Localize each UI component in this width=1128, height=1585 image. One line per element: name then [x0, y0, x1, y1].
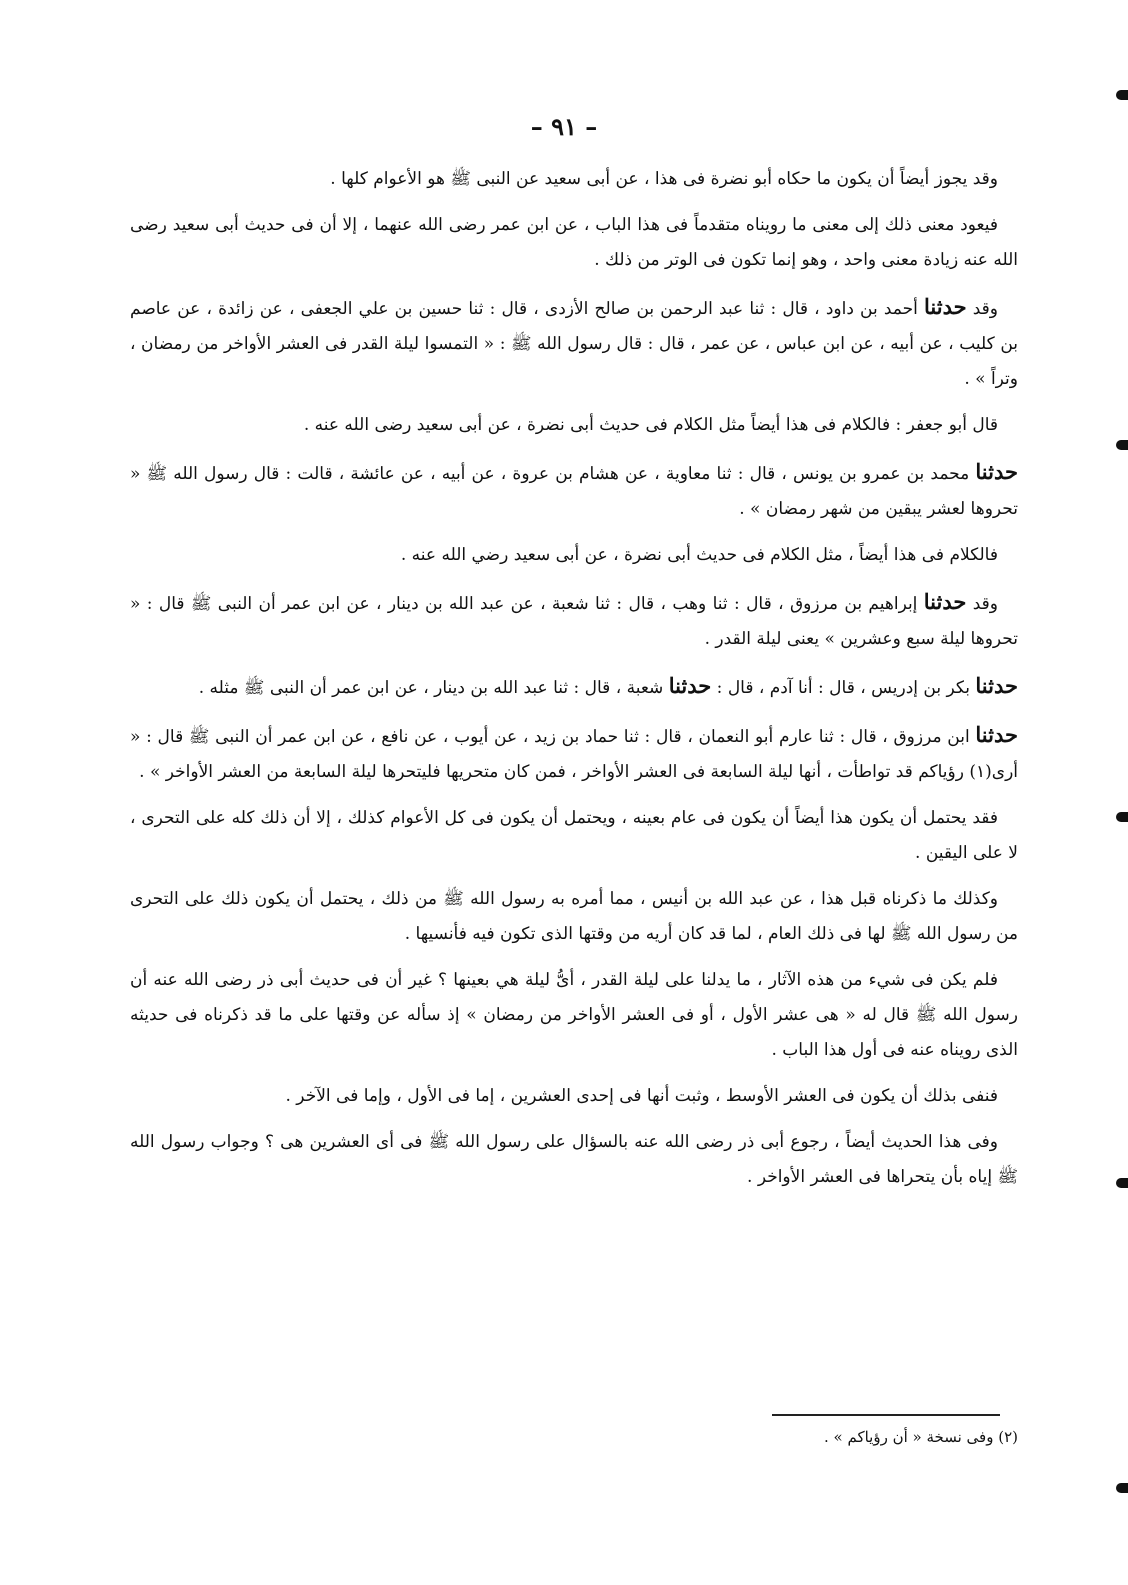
paragraph-text: وقد: [966, 299, 998, 319]
paragraph-text: فالكلام فى هذا أيضاً ، مثل الكلام فى حديث أبى نضرة ، عن أبى سعيد رضي الله عنه .: [400, 545, 998, 565]
footnote: (٢) وفى نسخة « أن رؤياكم » .: [823, 1428, 1018, 1446]
paragraph-text: إبراهيم بن مرزوق ، قال : ثنا وهب ، قال : ثنا شعبة ، عن عبد الله بن دينار ، عن ابن عمر أن النبى ﷺ قال : « تحروها ليلة سبع وعشرين » يعنى ليلة القدر .: [130, 594, 1018, 649]
paragraph: [130, 882, 1018, 952]
footnote-divider: [772, 1414, 1000, 1416]
paragraph-text: فقد يحتمل أن يكون هذا أيضاً أن يكون فى عام بعينه ، ويحتمل أن يكون فى كل الأعوام كذلك ، إلا أن ذلك كله على التحرى ، لا على اليقين .: [130, 808, 1018, 863]
page-edge-mark: [1116, 440, 1128, 450]
paragraph: [130, 963, 1018, 1068]
keyword-haddathana: حدثنا: [668, 673, 712, 698]
page-edge-mark: [1116, 1178, 1128, 1188]
paragraph: [130, 454, 1018, 527]
paragraph: [130, 801, 1018, 871]
paragraph: [130, 668, 1018, 706]
page-edge-mark: [1116, 812, 1128, 822]
paragraph-text: بكر بن إدريس ، قال : أنا آدم ، قال :: [711, 678, 976, 698]
paragraph: [130, 1125, 1018, 1195]
page-edge-mark: [1116, 1483, 1128, 1493]
paragraph-text: محمد بن عمرو بن يونس ، قال : ثنا معاوية ، عن هشام بن عروة ، عن أبيه ، عن عائشة ، قالت : قال رسول الله ﷺ « تحروها لعشر يبقين من شهر رمضان » .: [130, 464, 1018, 519]
paragraph-text: أحمد بن داود ، قال : ثنا عبد الرحمن بن صالح الأزدى ، قال : ثنا حسين بن علي الجعفى ، عن زائدة ، عن عاصم بن كليب ، عن أبيه ، عن ابن عباس ، عن عمر ، قال : قال رسول الله ﷺ : « التمسوا ليلة القدر فى العشر الأواخر من رمضان ، وتراً » .: [130, 299, 1018, 389]
paragraph-text: فيعود معنى ذلك إلى معنى ما رويناه متقدماً فى هذا الباب ، عن ابن عمر رضى الله عنهما ، إلا أن فى حديث أبى سعيد رضى الله عنه زيادة معنى واحد ، وهو إنما تكون فى الوتر من ذلك .: [130, 215, 1018, 270]
keyword-haddathana: حدثنا: [923, 589, 967, 614]
page-number: – ٩١ –: [530, 112, 598, 141]
paragraph-text: وقد يجوز أيضاً أن يكون ما حكاه أبو نضرة فى هذا ، عن أبى سعيد عن النبى ﷺ هو الأعوام كلها .: [330, 169, 998, 189]
paragraph: [130, 289, 1018, 397]
keyword-haddathana: حدثنا: [924, 294, 967, 319]
paragraph-text: وقد: [966, 594, 998, 614]
paragraph: [130, 584, 1018, 657]
page-edge-mark: [1116, 90, 1128, 100]
paragraph-text: وكذلك ما ذكرناه قبل هذا ، عن عبد الله بن أنيس ، مما أمره به رسول الله ﷺ من ذلك ، يحتمل أن يكون ذلك على التحرى من رسول الله ﷺ لها فى ذلك العام ، لما قد كان أريه من وقتها الذى تكون فيه فأنسيها .: [130, 889, 1018, 944]
main-text: [130, 162, 1018, 1206]
paragraph-text: ابن مرزوق ، قال : ثنا عارم أبو النعمان ، قال : ثنا حماد بن زيد ، عن أيوب ، عن نافع ، عن ابن عمر أن النبى ﷺ قال : « أرى(١) رؤياكم قد تواطأت ، أنها ليلة السابعة فى العشر الأواخر ، فمن كان متحريها فليتحرها ليلة السابعة من العشر الأواخر » .: [130, 727, 1018, 782]
keyword-haddathana: حدثنا: [975, 673, 1018, 698]
paragraph-text: فنفى بذلك أن يكون فى العشر الأوسط ، وثبت أنها فى إحدى العشرين ، إما فى الأول ، وإما فى الآخر .: [285, 1086, 998, 1106]
paragraph-text: وفى هذا الحديث أيضاً ، رجوع أبى ذر رضى الله عنه بالسؤال على رسول الله ﷺ فى أى العشرين هى ؟ وجواب رسول الله ﷺ إياه بأن يتحراها فى العشر الأواخر .: [130, 1132, 1018, 1187]
paragraph: [130, 1079, 1018, 1114]
paragraph: [130, 408, 1018, 443]
paragraph-text: قال أبو جعفر : فالكلام فى هذا أيضاً مثل الكلام فى حديث أبى نضرة ، عن أبى سعيد رضى الله عنه .: [303, 415, 998, 435]
paragraph: [130, 208, 1018, 278]
paragraph-text: فلم يكن فى شيء من هذه الآثار ، ما يدلنا على ليلة القدر ، أىُّ ليلة هي بعينها ؟ غير أن فى حديث أبى ذر رضى الله عنه أن رسول الله ﷺ قال له « هى عشر الأول ، أو فى العشر الأواخر من رمضان » إذ سأله عن وقتها على ما قد ذكرناه فى حديثه الذى رويناه عنه فى أول هذا الباب .: [130, 970, 1018, 1060]
keyword-haddathana: حدثنا: [975, 459, 1018, 484]
paragraph-text: شعبة ، قال : ثنا عبد الله بن دينار ، عن ابن عمر أن النبى ﷺ مثله .: [198, 678, 669, 698]
paragraph: [130, 538, 1018, 573]
keyword-haddathana: حدثنا: [975, 722, 1018, 747]
paragraph: [130, 162, 1018, 197]
paragraph: [130, 717, 1018, 790]
